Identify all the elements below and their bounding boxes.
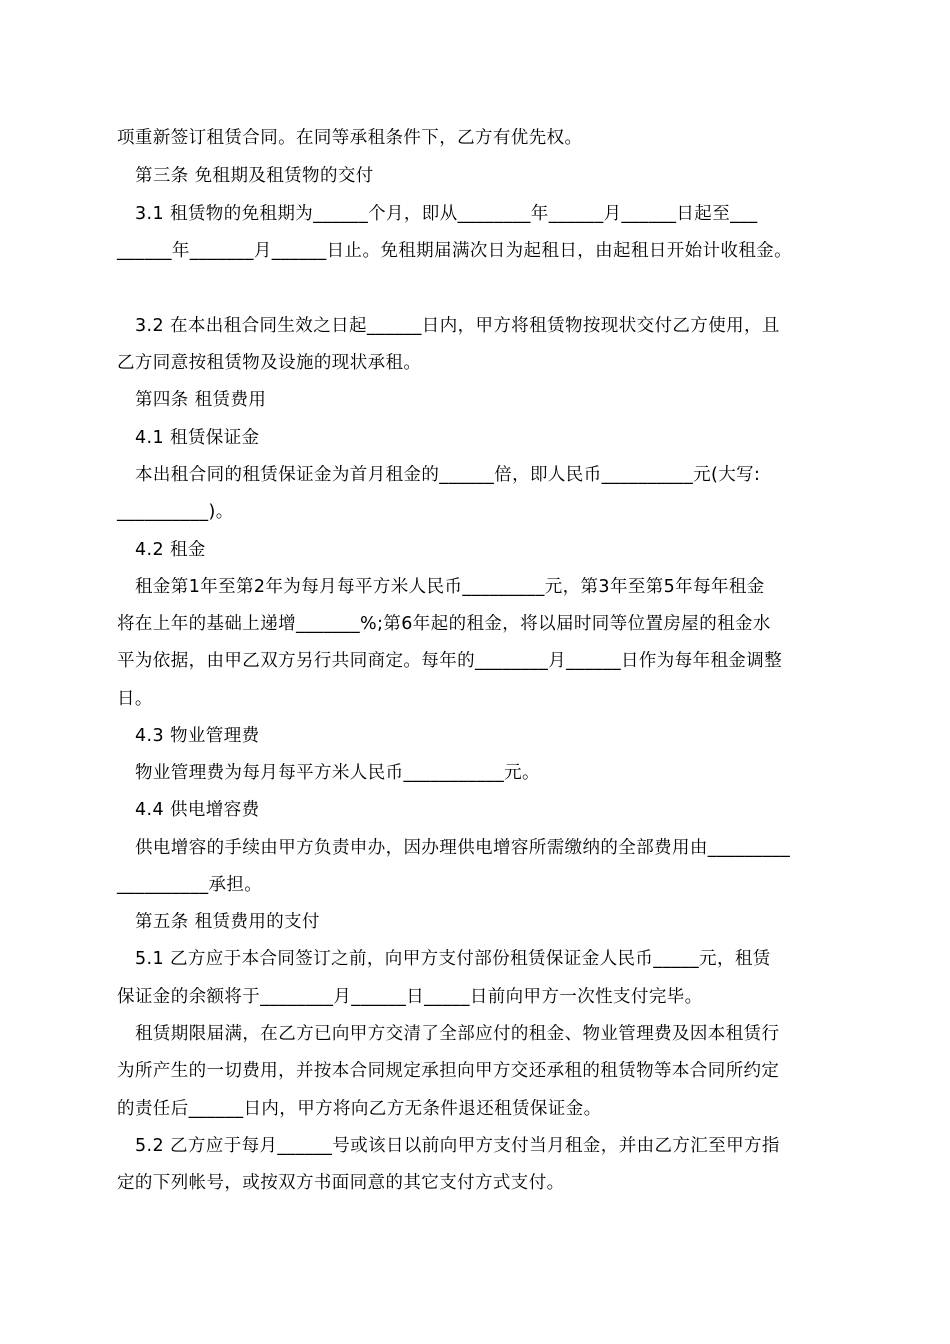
section-heading-5: 第五条 租赁费用的支付 — [135, 912, 320, 932]
paragraph-line: 保证金的余额将于________月______日_____日前向甲方一次性支付完毕。 — [117, 987, 703, 1007]
paragraph-line: 日。 — [117, 689, 153, 709]
section-heading-3: 第三条 免租期及租赁物的交付 — [135, 166, 374, 186]
clause-5-1: 5.1 乙方应于本合同签订之前，向甲方支付部份租赁保证金人民币_____元，租赁 — [135, 949, 771, 969]
paragraph-line: __________承担。 — [117, 875, 263, 895]
clause-4-3-heading: 4.3 物业管理费 — [135, 726, 260, 746]
clause-5-2: 5.2 乙方应于每月______号或该日以前向甲方支付当月租金，并由乙方汇至甲方指 — [135, 1136, 780, 1156]
clause-4-1-text: 本出租合同的租赁保证金为首月租金的______倍，即人民币__________元(大写: — [135, 465, 761, 485]
clause-4-4-text: 供电增容的手续由甲方负责申办，因办理供电增容所需缴纳的全部费用由_________ — [135, 838, 791, 858]
clause-4-3-text: 物业管理费为每月每平方米人民币___________元。 — [135, 763, 540, 783]
clause-3-2: 3.2 在本出租合同生效之日起______日内，甲方将租赁物按现状交付乙方使用，且 — [135, 316, 780, 336]
clause-3-1: 3.1 租赁物的免租期为______个月，即从________年______月______日起至___ — [135, 204, 758, 224]
paragraph-line: 为所产生的一切费用，并按本合同规定承担向甲方交还承租的租赁物等本合同所约定 — [117, 1061, 780, 1081]
paragraph-line: 将在上年的基础上递增_______%;第6年起的租金，将以届时同等位置房屋的租金水 — [117, 614, 771, 634]
paragraph-line: 定的下列帐号，或按双方书面同意的其它支付方式支付。 — [117, 1173, 565, 1193]
clause-4-2-heading: 4.2 租金 — [135, 540, 206, 560]
paragraph-line: 租赁期限届满，在乙方已向甲方交清了全部应付的租金、物业管理费及因本租赁行 — [135, 1024, 780, 1044]
paragraph-line: __________)。 — [117, 502, 234, 522]
clause-4-4-heading: 4.4 供电增容费 — [135, 800, 260, 820]
section-heading-4: 第四条 租赁费用 — [135, 390, 267, 410]
paragraph-line: 平为依据，由甲乙双方另行共同商定。每年的________月______日作为每年租金调整 — [117, 651, 783, 671]
paragraph-line: 乙方同意按租赁物及设施的现状承租。 — [117, 353, 422, 373]
clause-4-1-heading: 4.1 租赁保证金 — [135, 428, 260, 448]
paragraph-line: ______年_______月______日止。免租期届满次日为起租日，由起租日开始计收租金。 — [117, 241, 793, 261]
paragraph-line: 项重新签订租赁合同。在同等承租条件下，乙方有优先权。 — [117, 128, 583, 148]
clause-4-2-text: 租金第1年至第2年为每月每平方米人民币_________元，第3年至第5年每年租金 — [135, 577, 765, 597]
paragraph-line: 的责任后______日内，甲方将向乙方无条件退还租赁保证金。 — [117, 1099, 602, 1119]
